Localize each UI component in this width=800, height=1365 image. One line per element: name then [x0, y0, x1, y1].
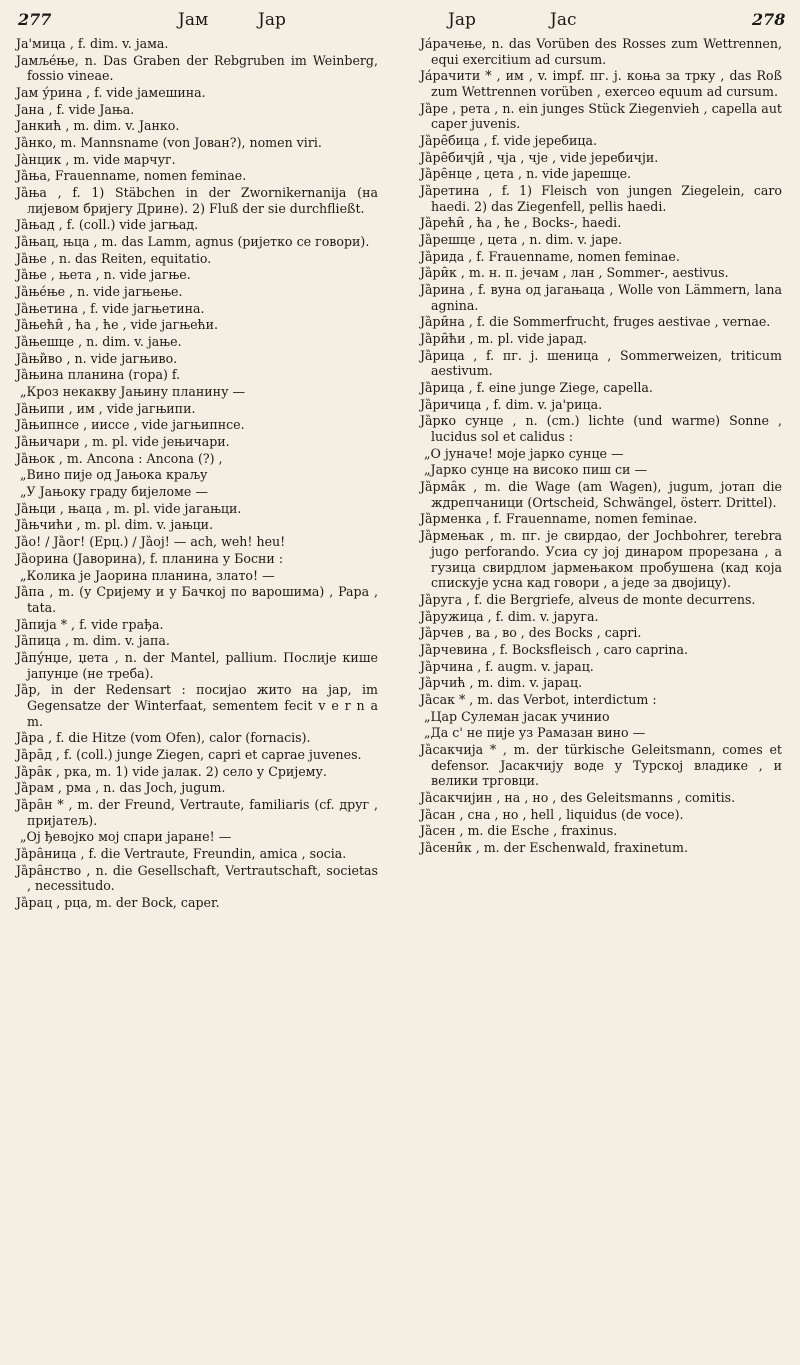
left-column	[16, 36, 378, 912]
dictionary-entry: Ја̏пија * , f. vide грађа.	[16, 616, 164, 632]
dictionary-entry: Ја̏сакчија * , m. der türkische Geleitsmann, comes et defensor. Јасакчију воде у Турској владике , и велики трговци.	[420, 741, 782, 789]
dictionary-entry: Ја̏рмењак , m. пг. је свирдао, der Jochbohrer, terebra jugo perforando. Усиа су јој динаром прорезана , а гузица свирдлом јармењаком пробушена (кад која спискује усна кад говори , а једе за двојицу).	[420, 528, 782, 591]
dictionary-entry: Ја̏ре̑нце , цета , n. vide јарешце.	[420, 166, 632, 182]
dictionary-entry: Ја̏сакчијин , на , но , des Geleitsmanns , comitis.	[420, 789, 736, 805]
dictionary-entry: Ја̏рида , f. Frauenname, nomen feminae.	[420, 248, 680, 264]
dictionary-entry: Ја̏ричица , f. dim. v. ја'рица.	[420, 396, 603, 412]
dictionary-entry: Ја̏њок , m. Ancona : Ancona (?) ,	[16, 450, 223, 466]
dictionary-entry: Ја̏пу́нџе, џета , n. der Mantel, pallium. Послије кише јапунџе (не треба).	[16, 649, 378, 681]
dictionary-entry: Ја̏ња , f. 1) Stäbchen in der Zwornikernanija (на лијевом бријегу Дрине). 2) Fluß der sie durchfließt.	[16, 185, 378, 216]
dictionary-entry: Ја̏рма̑к , m. die Wage (am Wagen), jugum, јотап die ждрепчаници (Ortscheid, Schwängel, österr. Drittel).	[420, 479, 782, 510]
dictionary-entry: „Кроз некакву Јањину планину —	[20, 384, 246, 400]
dictionary-entry: Ја̏сени̑к , m. der Eschenwald, fraxinetum.	[420, 839, 688, 855]
dictionary-entry: Ја̏њад , f. (coll.) vide јагњад.	[16, 217, 199, 233]
dictionary-entry: Ја̏њци , њаца , m. pl. vide јагањци.	[16, 500, 242, 516]
dictionary-entry: Ја̏њац, њца , m. das Lamm, agnus (ријетко се говори).	[16, 234, 370, 250]
dictionary-entry: Ја̏ра̑к , рка, m. 1) vide јалак. 2) село у Сријему.	[16, 763, 327, 779]
dictionary-entry: Ја̏рица , f. eine junge Ziege, capella.	[420, 380, 653, 396]
dictionary-entry: „Oj ђевојко мој спари јаране! —	[20, 829, 232, 845]
dictionary-entry: Ја̏ри̑ћи , m. pl. vide јарад.	[420, 331, 587, 347]
dictionary-entry: Ја̏рица , f. пг. ј. шеница , Sommerweizen, triticum aestivum.	[420, 347, 782, 379]
dictionary-entry: Ја̏ружица , f. dim. v. јаруга.	[420, 608, 599, 624]
dictionary-entry: Ја̏ра̑ница , f. die Vertraute, Freundin, amica , socia.	[16, 845, 347, 861]
dictionary-entry: „Да с' не пије уз Рамазан вино —	[424, 725, 646, 741]
left-running-head-last: Јар	[258, 10, 286, 30]
dictionary-entry: Ја̏рећи̑ , ћа , ће , Bocks-, haedi.	[420, 215, 622, 231]
dictionary-entry: Ја̏рам , рма , n. das Joch, jugum.	[16, 780, 226, 796]
dictionary-entry: Ја̏о! / Ја̏ог! (Ерц.) / Ја̏ој! — ach, weh! heu!	[16, 534, 286, 550]
dictionary-entry: Ја̏ње́ње , n. vide јагњење.	[16, 284, 183, 300]
dictionary-entry: „Јарко сунце на високо пиш си —	[424, 462, 648, 478]
dictionary-entry: Ја̏ре̑бица , f. vide јеребица.	[420, 133, 598, 149]
dictionary-entry: Ја̏ње , њета , n. vide јагње.	[16, 267, 191, 283]
dictionary-entry: Ја̏њетина , f. vide јагњетина.	[16, 300, 205, 316]
dictionary-entry: Ја̏ра , f. die Hitze (vom Ofen), calor (fornacis).	[16, 730, 311, 746]
dictionary-entry: Ја̏њчићи , m. pl. dim. v. јањци.	[16, 517, 214, 533]
dictionary-entry: Ја̏њина планина (гора) f.	[16, 367, 181, 383]
dictionary-entry: Ја̏ра̑н * , m. der Freund, Vertraute, familiaris (cf. друг , пријатељ).	[16, 796, 378, 828]
dictionary-entry: Ја́рачење, n. das Vorüben des Rosses zum Wettrennen, equi exercitium ad cursum.	[420, 36, 782, 67]
dictionary-entry: Ја̏њешце , n. dim. v. јање.	[16, 334, 182, 350]
dictionary-entry: Ја̀нцик , m. vide марчуг.	[16, 151, 176, 167]
dictionary-entry: Ја̏рина , f. вуна од јагањаца , Wolle von Lämmern, lana agnina.	[420, 282, 782, 313]
dictionary-entry: Ја̏ретина , f. 1) Fleisch von jungen Ziegelein, caro haedi. 2) das Ziegenfell, pellis haedi.	[420, 183, 782, 214]
left-page-number: 277	[18, 10, 52, 29]
dictionary-entry: Ја̏решце , цета , n. dim. v. jape.	[420, 232, 623, 248]
dictionary-entry: „Вино пије од Јањока краљу	[20, 467, 208, 483]
dictionary-entry: Ја̏сен , m. die Esche , fraxinus.	[420, 823, 618, 839]
dictionary-entry: Јана , f. vide Јања.	[16, 101, 135, 117]
dictionary-entry: Ја̏руга , f. die Bergriefe, alveus de monte decurrens.	[420, 591, 756, 607]
right-page-number: 278	[752, 10, 786, 29]
dictionary-entry: Јанкић , m. dim. v. Јанко.	[16, 118, 180, 134]
dictionary-entry: Ја̏рчина , f. augm. v. јарац.	[420, 658, 594, 674]
dictionary-entry: Ја̏њећи̑ , ћа , ће , vide јагњећи.	[16, 317, 219, 333]
dictionary-entry: Ја'мица , f. dim. v. јама.	[16, 36, 169, 51]
dictionary-entry: Ја̏ра̑д , f. (coll.) junge Ziegen, capri et caprae juvenes.	[16, 746, 362, 762]
dictionary-entry: Ја̏ња, Frauenname, nomen feminae.	[16, 168, 247, 184]
dictionary-entry: Ја̏ре̑бичји̑ , чја , чје , vide јеребичји.	[420, 149, 659, 165]
dictionary-entry: Ја̏ри̑на , f. die Sommerfrucht, fruges aestivae , vernae.	[420, 314, 771, 330]
dictionary-entry: Ја́рачити * , им , v. impf. пг. ј. коња за трку , das Roß zum Wettrennen vorüben , exerceo equum ad cursum.	[420, 68, 782, 100]
page-header	[0, 4, 800, 36]
right-running-head-last: Јас	[550, 10, 577, 30]
dictionary-entry: Јам у́рина , f. vide јамешина.	[16, 85, 206, 101]
dictionary-entry: „Колика је Јаорина планина, злато! —	[20, 567, 275, 583]
dictionary-entry: „Цар Сулеман јасак учинио	[424, 708, 610, 724]
dictionary-entry: Ја̏рчевина , f. Bocksfleisch , caro caprina.	[420, 641, 688, 657]
dictionary-entry: Ја̏па , m. (у Сријему и у Бачкој по варошима) , Papa , tata.	[16, 584, 378, 615]
dictionary-entry: Ја̏р, in der Redensart : посијао жито на јар, im Gegensatze der Winterfaat, sementem fecit v e r n a m.	[16, 682, 378, 729]
dictionary-entry: Ја̏њипнсе , ииссе , vide јагњипнсе.	[16, 417, 245, 433]
right-column	[420, 36, 782, 857]
left-running-head-first: Јам	[178, 10, 209, 30]
dictionary-entry: Ја̏пица , m. dim. v. јапа.	[16, 633, 170, 649]
dictionary-entry: Ја̏ре , рета , n. ein junges Stück Ziegenvieh , capella aut caper juvenis.	[420, 100, 782, 132]
dictionary-entry: Ја̏рац , рца, m. der Bock, caper.	[16, 894, 220, 910]
dictionary-entry: Ја̏ра̑нство , n. die Gesellschaft, Vertrautschaft, societas , necessitudo.	[16, 862, 378, 894]
dictionary-entry: Ја̏ње , n. das Reiten, equitatio.	[16, 250, 212, 266]
dictionary-entry: Ја̏њи̏во , n. vide јагњиво.	[16, 350, 178, 366]
dictionary-entry: Ја̏рчев , ва , во , des Bocks , capri.	[420, 625, 642, 641]
dictionary-entry: Ја̏нко, m. Mannsname (von Јован?), nomen viri.	[16, 135, 322, 151]
dictionary-entry: Ја̏рко сунце , n. (cm.) lichte (und warme) Sonne , lucidus sol et calidus :	[420, 413, 782, 445]
dictionary-entry: Ја̏рменка , f. Frauenname, nomen feminae.	[420, 511, 698, 527]
dictionary-entry: „О јуначе! моје јарко сунце —	[424, 445, 624, 461]
dictionary-entry: „У Јањоку граду бијеломе —	[20, 484, 208, 500]
dictionary-entry: Ја̏њичари , m. pl. vide јењичари.	[16, 434, 230, 450]
dictionary-entry: Ја̏ри̑к , m. н. п. јечам , лан , Sommer-, aestivus.	[420, 265, 729, 281]
dictionary-entry: Јамље́ње, n. Das Graben der Rebgruben im Weinberg, fossio vineae.	[16, 52, 378, 84]
dictionary-entry: Ја̏сан , сна , но , hell , liquidus (de voce).	[420, 806, 684, 822]
dictionary-entry: Ја̏њипи , им , vide јагњипи.	[16, 400, 196, 416]
right-running-head-first: Јар	[448, 10, 476, 30]
dictionary-entry: Ја̏орина (Јаворина), f. планина у Босни :	[16, 550, 284, 566]
dictionary-entry: Ја̏рчић , m. dim. v. јарац.	[420, 675, 583, 691]
dictionary-entry: Ја̏сак * , m. das Verbot, interdictum :	[420, 691, 657, 707]
